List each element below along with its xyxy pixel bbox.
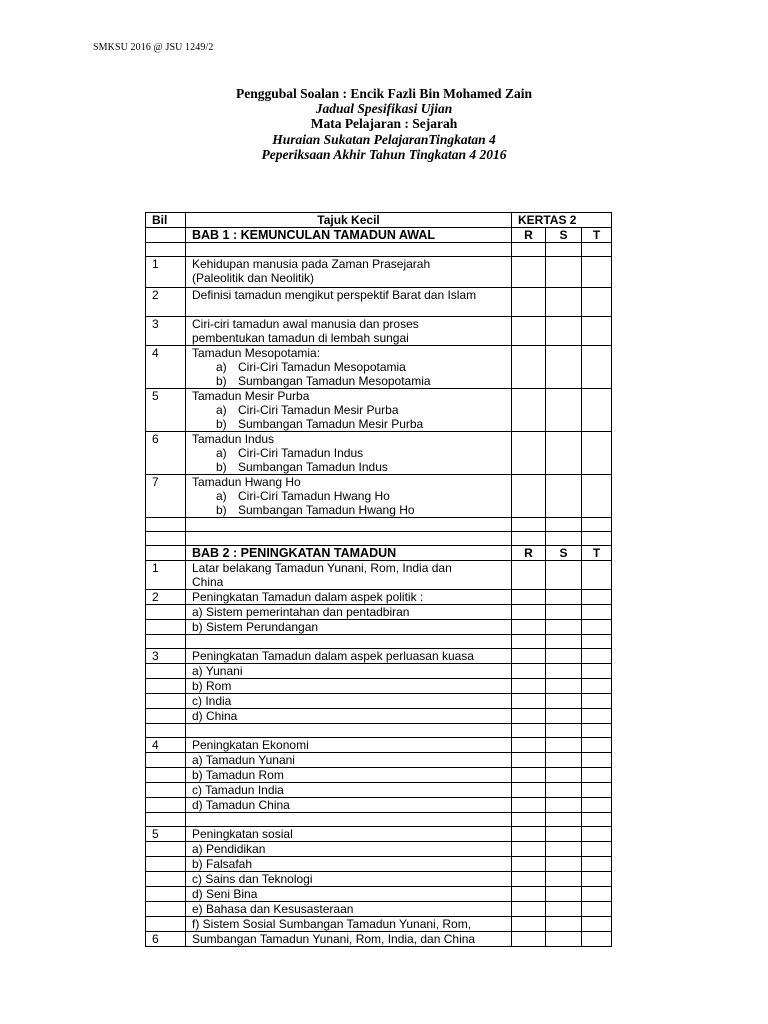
sub-item: b) Tamadun Rom [186, 768, 512, 783]
table-row [146, 649, 612, 664]
table-row [146, 605, 612, 620]
column-header-kertas-2: KERTAS 2 [512, 213, 612, 228]
spacer-row [146, 813, 612, 827]
spacer-row [146, 518, 612, 532]
sub-item: b) Rom [186, 679, 512, 694]
item-topic: Sumbangan Tamadun Yunani, Rom, India, dan China [186, 932, 512, 947]
bab-1-title: BAB 1 : KEMUNCULAN TAMADUN AWAL [186, 228, 512, 243]
item-topic: Tamadun Mesir Purba a) Ciri-Ciri Tamadun Mesir Purba b) Sumbangan Tamadun Mesir Purba [186, 389, 512, 432]
sub-item: b) Sistem Perundangan [186, 620, 512, 635]
item-topic: Ciri-ciri tamadun awal manusia dan proses pembentukan tamadun di lembah sungai [186, 317, 512, 346]
title-line-author: Penggubal Soalan : Encik Fazli Bin Mohamed Zain [236, 86, 532, 101]
table-row [146, 768, 612, 783]
spacer-row [146, 243, 612, 257]
sub-item: d) Seni Bina [186, 887, 512, 902]
title-line-subject: Mata Pelajaran : Sejarah [310, 116, 458, 132]
table-row [146, 857, 612, 872]
table-row [146, 664, 612, 679]
table-row [146, 798, 612, 813]
item-topic: Tamadun Indus a) Ciri-Ciri Tamadun Indus b) Sumbangan Tamadun Indus [186, 432, 512, 475]
item-number: 2 [146, 590, 186, 605]
item-number: 3 [146, 317, 186, 346]
sub-item: e) Bahasa dan Kesusasteraan [186, 902, 512, 917]
table-row [146, 917, 612, 932]
table-row [146, 288, 612, 317]
column-header-bil: Bil [146, 213, 186, 228]
table-row [146, 842, 612, 857]
table-row [146, 346, 612, 389]
item-topic: Tamadun Mesopotamia: a) Ciri-Ciri Tamadun Mesopotamia b) Sumbangan Tamadun Mesopotamia [186, 346, 512, 389]
item-number: 3 [146, 649, 186, 664]
item-topic: Peningkatan Tamadun dalam aspek perluasan kuasa [186, 649, 512, 664]
column-r-label: R [512, 546, 546, 561]
sub-item: b) Falsafah [186, 857, 512, 872]
spacer-row [146, 532, 612, 546]
column-s-label: S [546, 228, 582, 243]
sub-item: c) India [186, 694, 512, 709]
spacer-row [146, 635, 612, 649]
bab-2-header-row [146, 546, 612, 561]
table-row [146, 694, 612, 709]
spacer-row [146, 724, 612, 738]
column-t-label: T [582, 228, 612, 243]
table-row [146, 590, 612, 605]
table-row [146, 872, 612, 887]
item-number: 4 [146, 738, 186, 753]
item-topic: Peningkatan Ekonomi [186, 738, 512, 753]
item-topic: Kehidupan manusia pada Zaman Prasejarah (Paleolitik dan Neolitik) [186, 257, 512, 288]
item-topic: Tamadun Hwang Ho a) Ciri-Ciri Tamadun Hwang Ho b) Sumbangan Tamadun Hwang Ho [186, 475, 512, 518]
table-row [146, 475, 612, 518]
bab-1-header-row [146, 228, 612, 243]
item-topic: Peningkatan sosial [186, 827, 512, 842]
item-topic: Definisi tamadun mengikut perspektif Barat dan Islam [186, 288, 512, 317]
table-row [146, 738, 612, 753]
table-row [146, 679, 612, 694]
table-row [146, 317, 612, 346]
table-row [146, 902, 612, 917]
table-row [146, 783, 612, 798]
column-header-tajuk-kecil: Tajuk Kecil [186, 213, 512, 228]
item-number: 5 [146, 389, 186, 432]
table-row [146, 432, 612, 475]
sub-item: d) China [186, 709, 512, 724]
table-row [146, 620, 612, 635]
item-number: 6 [146, 932, 186, 947]
title-line-test-spec: Jadual Spesifikasi Ujian [315, 101, 453, 117]
empty-cell [146, 228, 186, 243]
sub-item: a) Tamadun Yunani [186, 753, 512, 768]
item-number: 1 [146, 257, 186, 288]
table-row [146, 932, 612, 947]
item-number: 5 [146, 827, 186, 842]
item-number: 6 [146, 432, 186, 475]
item-number: 1 [146, 561, 186, 590]
document-title-block [0, 86, 768, 162]
table-row [146, 887, 612, 902]
table-row [146, 827, 612, 842]
item-number: 7 [146, 475, 186, 518]
item-topic: Latar belakang Tamadun Yunani, Rom, India dan China [186, 561, 512, 590]
table-row [146, 709, 612, 724]
item-topic: Peningkatan Tamadun dalam aspek politik : [186, 590, 512, 605]
sub-item: a) Sistem pemerintahan dan pentadbiran [186, 605, 512, 620]
specification-table [145, 212, 612, 947]
table-row [146, 257, 612, 288]
sub-item: f) Sistem Sosial Sumbangan Tamadun Yunani, Rom, [186, 917, 512, 932]
sub-item: d) Tamadun China [186, 798, 512, 813]
table-row [146, 753, 612, 768]
item-number: 4 [146, 346, 186, 389]
empty-cell [146, 546, 186, 561]
title-line-syllabus: Huraian Sukatan PelajaranTingkatan 4 [272, 131, 496, 147]
sub-item: c) Sains dan Teknologi [186, 872, 512, 887]
sub-item: a) Pendidikan [186, 842, 512, 857]
document-header-ref: SMKSU 2016 @ JSU 1249/2 [93, 42, 214, 53]
column-r-label: R [512, 228, 546, 243]
sub-item: a) Yunani [186, 664, 512, 679]
title-line-exam: Peperiksaan Akhir Tahun Tingkatan 4 2016 [261, 146, 507, 162]
column-t-label: T [582, 546, 612, 561]
table-row [146, 389, 612, 432]
bab-2-title: BAB 2 : PENINGKATAN TAMADUN [186, 546, 512, 561]
column-s-label: S [546, 546, 582, 561]
table-header-row [146, 213, 612, 228]
table-row [146, 561, 612, 590]
item-number: 2 [146, 288, 186, 317]
sub-item: c) Tamadun India [186, 783, 512, 798]
